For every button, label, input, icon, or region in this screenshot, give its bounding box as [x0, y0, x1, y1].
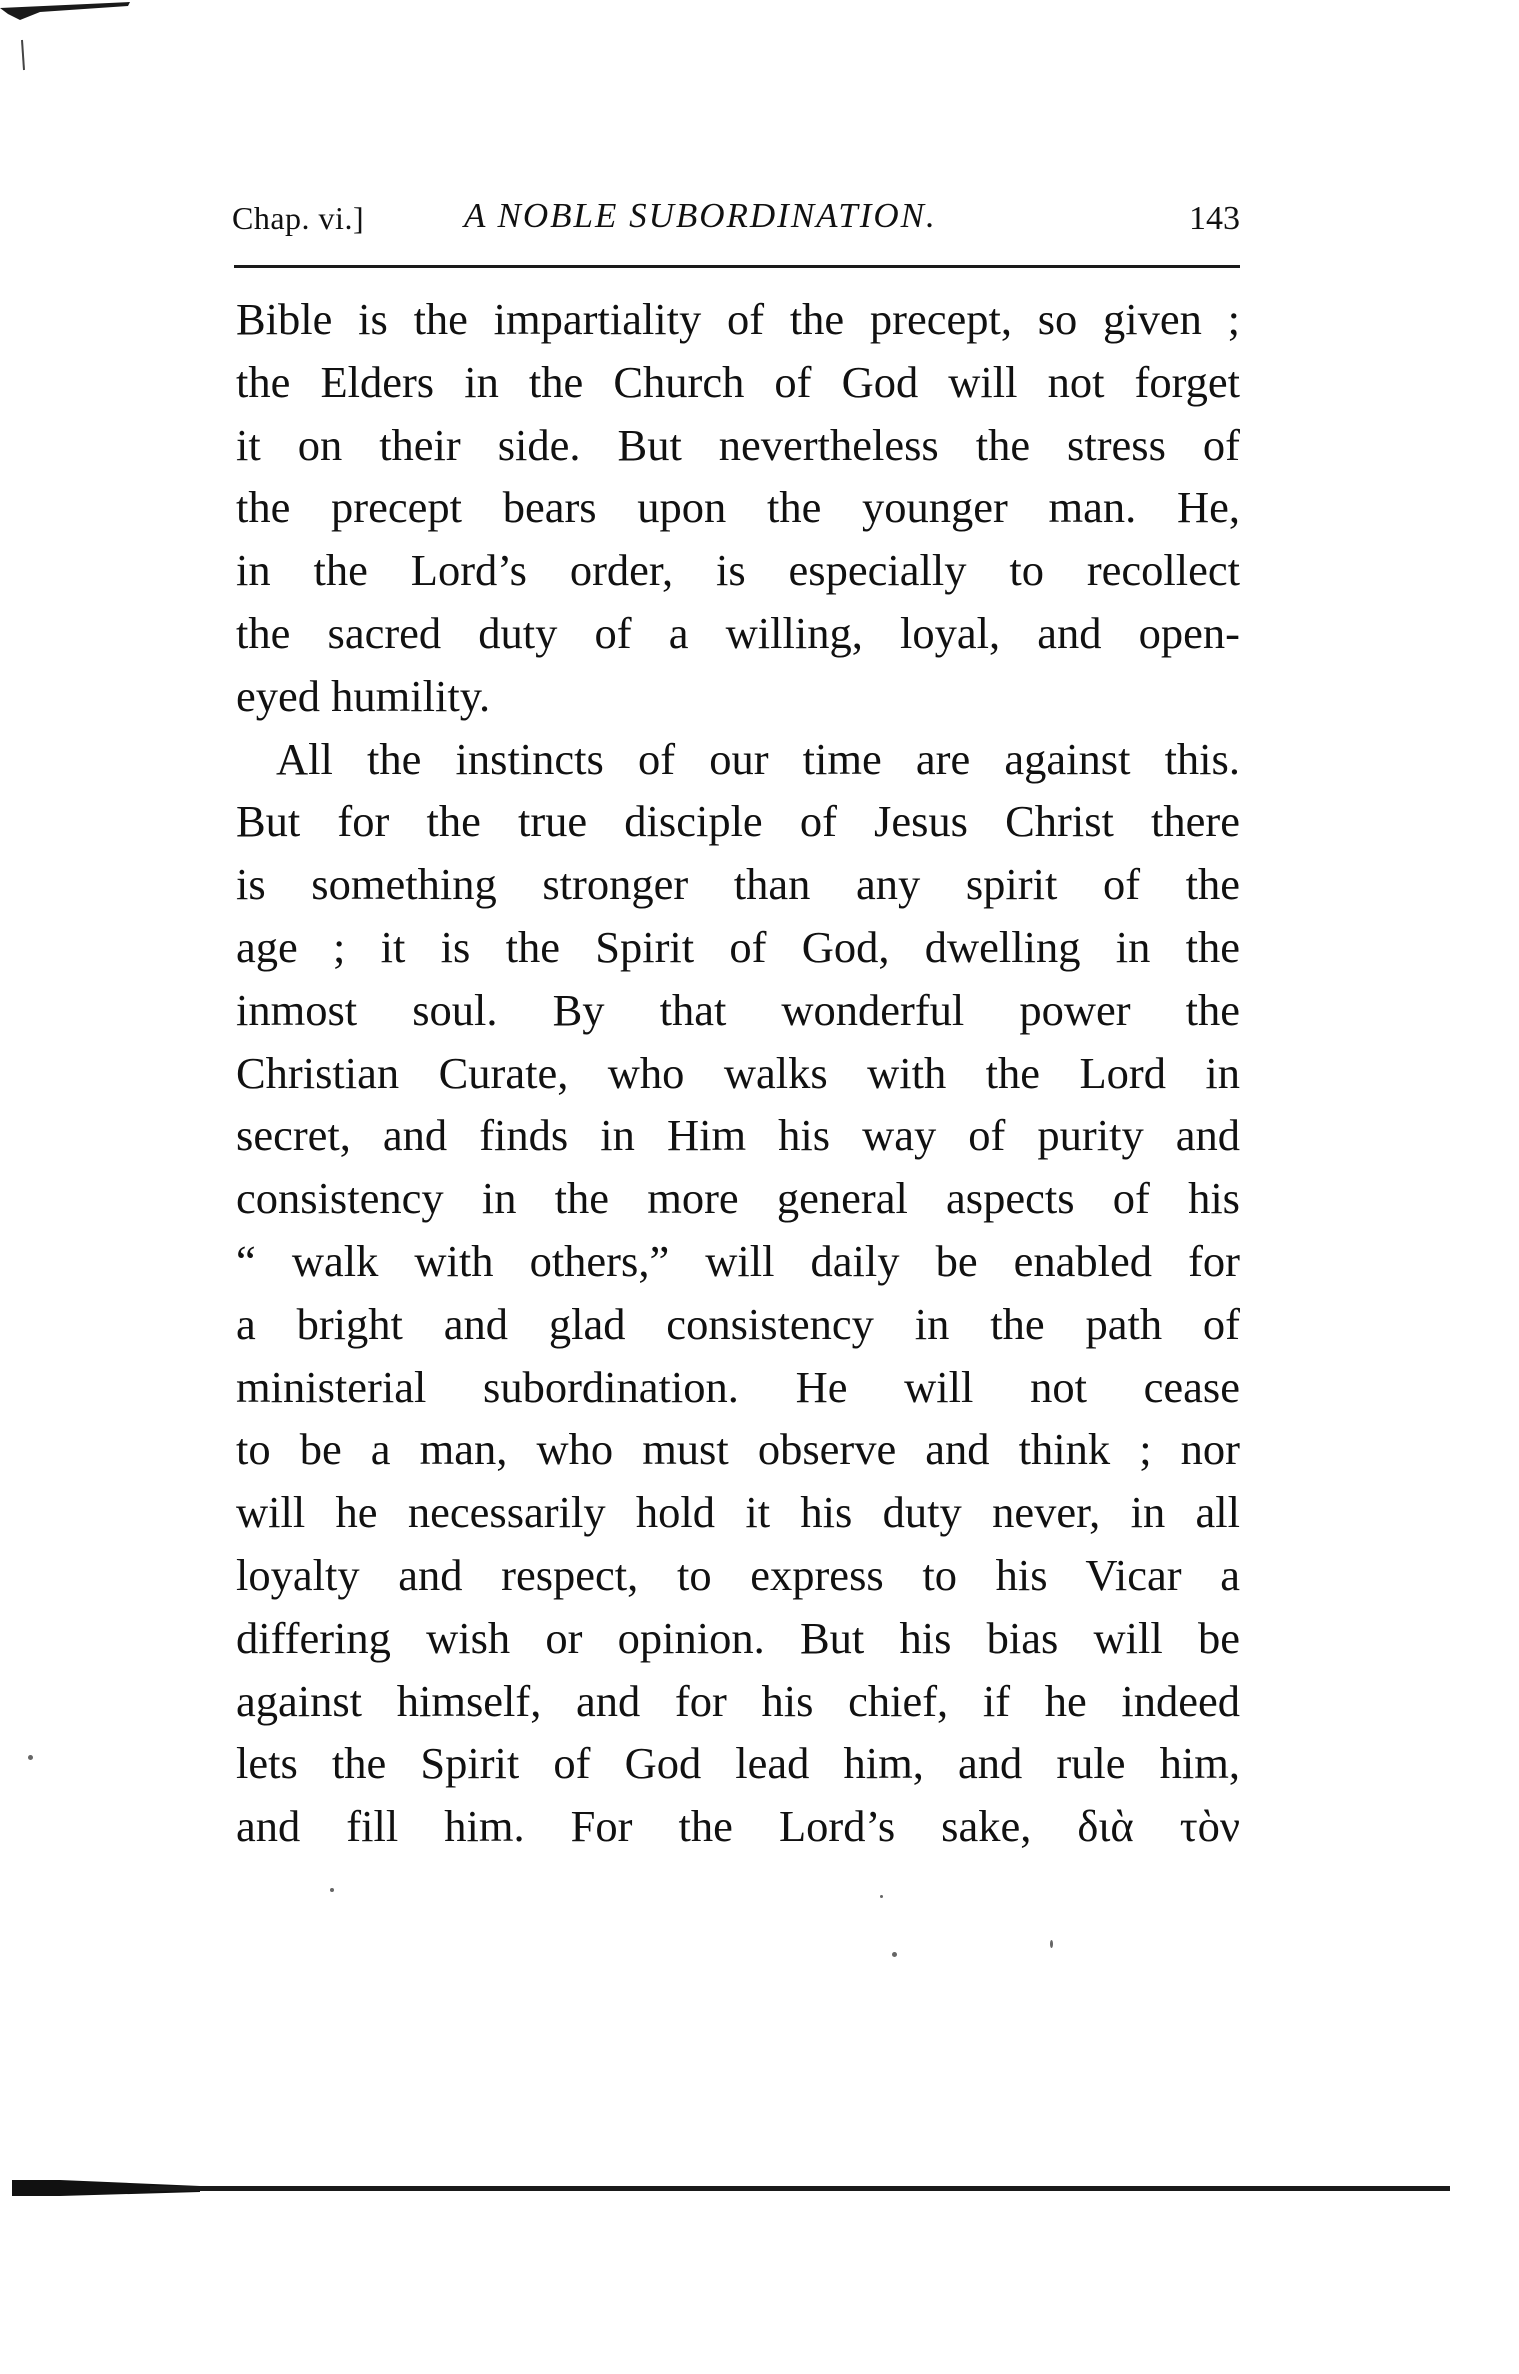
text-line: differing wish or opinion. But his bias will be [236, 1612, 1240, 1663]
text-line: against himself, and for his chief, if he indeed [236, 1675, 1240, 1726]
text-line: inmost soul. By that wonderful power the [236, 984, 1240, 1035]
text-line: ministerial subordination. He will not cease [236, 1361, 1240, 1412]
text-line: But for the true disciple of Jesus Christ there [236, 796, 1240, 847]
text-line: age ; it is the Spirit of God, dwelling in the [236, 921, 1240, 972]
text-line: Christian Curate, who walks with the Lord in [236, 1047, 1240, 1098]
scan-bottom-rule [0, 2170, 1519, 2210]
scan-speck [28, 1755, 33, 1760]
text-line: lets the Spirit of God lead him, and rule him, [236, 1738, 1240, 1789]
text-line: and fill him. For the Lord’s sake, διὰ τὸν [236, 1801, 1240, 1852]
text-line: to be a man, who must observe and think ; nor [236, 1424, 1240, 1475]
scan-speck [330, 1888, 334, 1892]
scan-speck [880, 1895, 883, 1898]
text-line: loyalty and respect, to express to his Vicar a [236, 1549, 1240, 1600]
scan-speck [892, 1952, 897, 1957]
chapter-label: Chap. vi.] [232, 200, 365, 236]
paragraph-start-line: All the instincts of our time are against this. [276, 733, 1240, 784]
scan-corner-mark [0, 0, 140, 90]
text-line: Bible is the impartiality of the precept, so given ; [236, 294, 1240, 344]
page-number: 143 [1189, 200, 1240, 237]
text-line: “ walk with others,” will daily be enabled for [236, 1235, 1240, 1286]
text-line: in the Lord’s order, is especially to recollect [236, 545, 1240, 596]
running-head [232, 196, 1240, 246]
text-line: the Elders in the Church of God will not forget [236, 356, 1240, 407]
text-line: consistency in the more general aspects of his [236, 1173, 1240, 1224]
text-line: is something stronger than any spirit of the [236, 859, 1240, 910]
body-text [236, 288, 1240, 1858]
text-line: the precept bears upon the younger man. He, [236, 482, 1240, 533]
text-line: secret, and finds in Him his way of purity and [236, 1110, 1240, 1161]
text-line: eyed humility. [236, 670, 491, 721]
page-title: A NOBLE SUBORDINATION. [464, 196, 937, 235]
text-line: a bright and glad consistency in the path of [236, 1298, 1240, 1349]
text-line: the sacred duty of a willing, loyal, and open- [236, 607, 1240, 658]
text-line: will he necessarily hold it his duty never, in all [236, 1487, 1240, 1538]
header-rule [234, 265, 1240, 268]
scan-speck [1050, 1940, 1053, 1948]
text-line: it on their side. But nevertheless the stress of [236, 419, 1240, 470]
